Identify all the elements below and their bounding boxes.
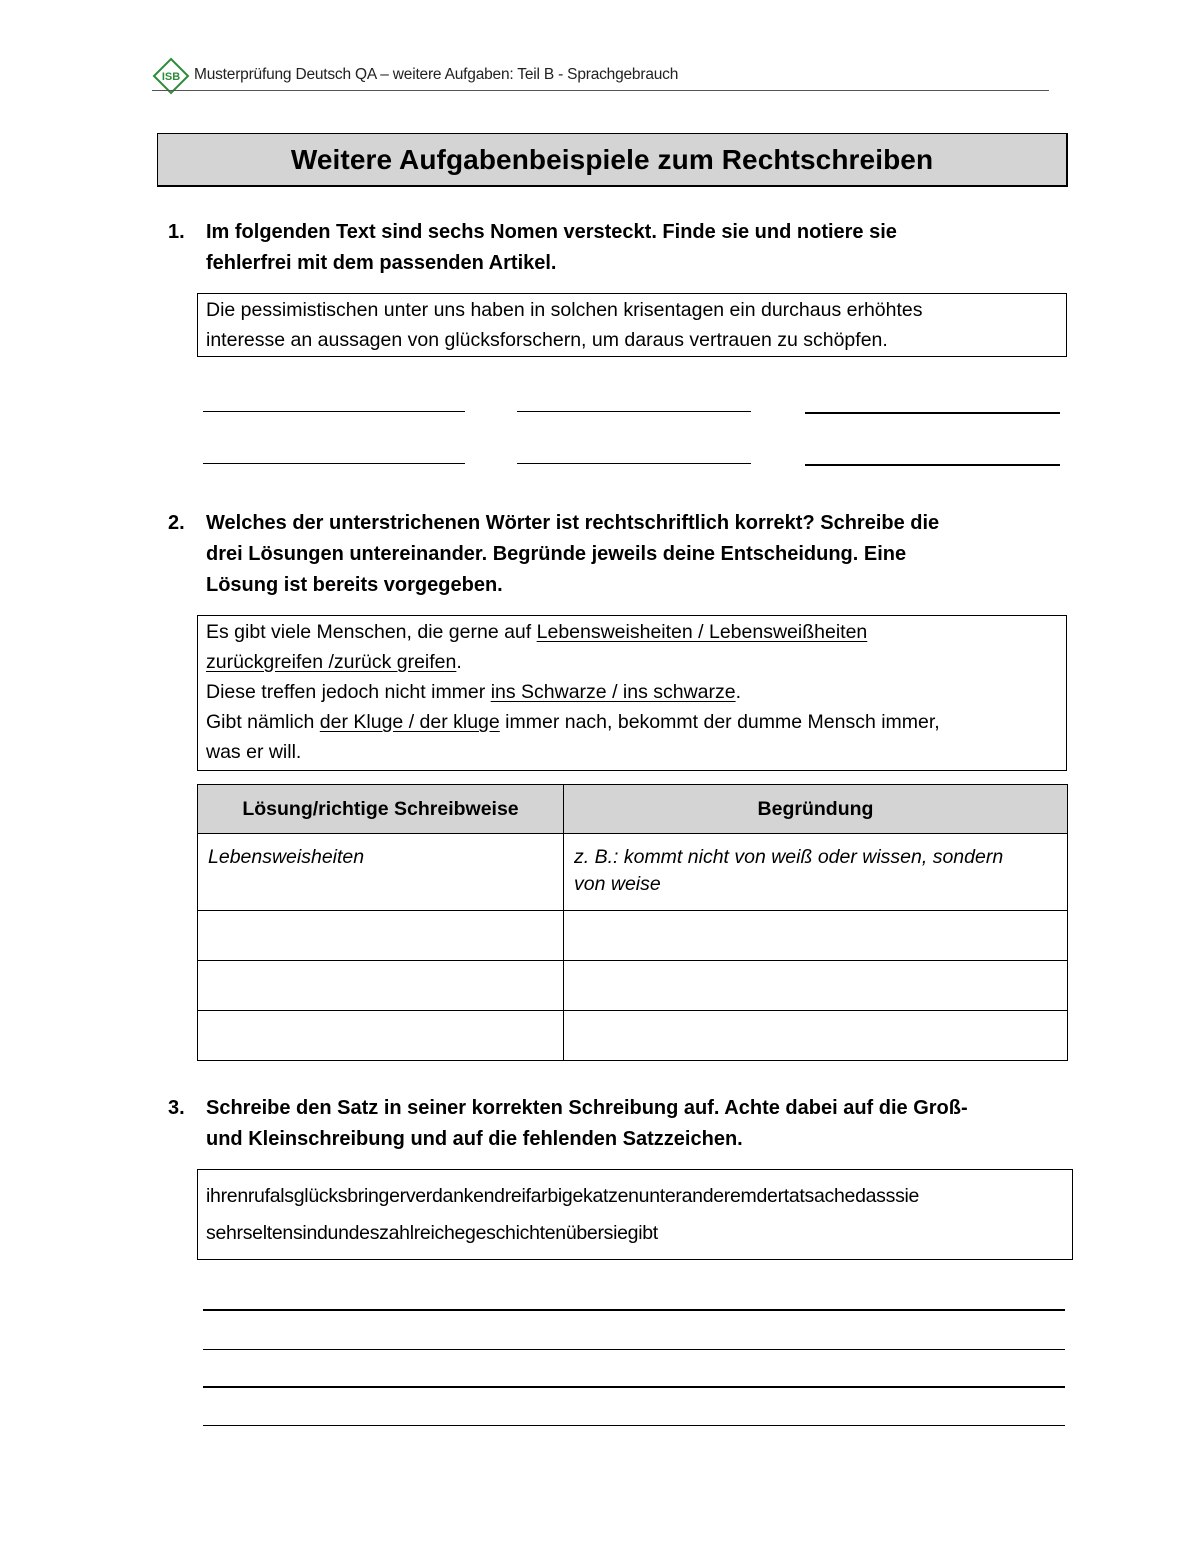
task-3-text-line-1: ihrenrufalsglücksbringerverdankendreifarbigekatzenunteranderemdertatsachedasssie (206, 1185, 920, 1207)
sentence-1-end: . (456, 651, 462, 673)
task-3-line-1: Schreibe den Satz in seiner korrekten Schreibung auf. Achte dabei auf die Groß- (206, 1097, 968, 1119)
reason-input-cell[interactable] (564, 961, 1068, 1011)
page-title: Weitere Aufgabenbeispiele zum Rechtschreiben (157, 133, 1068, 187)
sentence-3-text: immer nach, bekommt der dumme Mensch immer, (499, 711, 940, 733)
answer-line[interactable] (203, 411, 465, 412)
task-1-text-line-1: Die pessimistischen unter uns haben in solchen krisentagen ein durchaus erhöhtes (206, 299, 923, 321)
task-3-instruction (206, 1093, 1066, 1155)
underlined-option: Lebensweisheiten / Lebensweißheiten (536, 621, 868, 643)
sentence-3-text: Gibt nämlich (206, 711, 320, 733)
task-2-text-line-5: was er will. (206, 741, 302, 763)
header-divider (152, 90, 1049, 91)
task-3-number: 3. (168, 1097, 185, 1119)
solution-input-cell[interactable] (198, 911, 564, 961)
answer-line[interactable] (517, 411, 751, 412)
table-row (198, 961, 1068, 1011)
task-2-text-line-3 (206, 677, 1058, 707)
task-1-text-line-2: interesse an aussagen von glücksforschern, um daraus vertrauen zu schöpfen. (206, 329, 888, 351)
example-reason-line-2: von weise (574, 873, 661, 895)
task-3-line-2: und Kleinschreibung und auf die fehlenden Satzzeichen. (206, 1128, 743, 1150)
sentence-1-text: Es gibt viele Menschen, die gerne auf (206, 621, 537, 643)
reason-input-cell[interactable] (564, 1011, 1068, 1061)
underlined-option: ins Schwarze / ins schwarze (490, 681, 736, 703)
header-title: Musterprüfung Deutsch QA – weitere Aufgaben: Teil B - Sprachgebrauch (194, 66, 679, 83)
answer-line[interactable] (203, 1309, 1065, 1311)
answer-line[interactable] (203, 1425, 1065, 1426)
solution-input-cell[interactable] (198, 1011, 564, 1061)
example-solution-cell: Lebensweisheiten (198, 834, 564, 911)
task-2-text-line-4 (206, 707, 1058, 737)
task-3-text-box (197, 1169, 1073, 1260)
task-3-text-line-2: sehrseltensindundeszahlreichegeschichtenübersiegibt (206, 1222, 658, 1244)
task-2-number: 2. (168, 512, 185, 534)
answer-line[interactable] (203, 463, 465, 464)
table-row (198, 834, 1068, 911)
task-2-line-1: Welches der unterstrichenen Wörter ist rechtschriftlich korrekt? Schreibe die (206, 512, 940, 534)
task-2-instruction (206, 508, 1066, 601)
answer-line[interactable] (203, 1349, 1065, 1350)
task-2-text-line-1 (206, 617, 1058, 647)
task-2-line-2: drei Lösungen untereinander. Begründe jeweils deine Entscheidung. Eine (206, 543, 907, 565)
table-row (198, 1011, 1068, 1061)
underlined-option: zurückgreifen /zurück greifen (206, 651, 457, 673)
underlined-option: der Kluge / der kluge (319, 711, 500, 733)
example-reason-cell (564, 834, 1068, 911)
task-1-line-1: Im folgenden Text sind sechs Nomen versteckt. Finde sie und notiere sie (206, 221, 897, 243)
task-1-number: 1. (168, 221, 185, 243)
reason-input-cell[interactable] (564, 911, 1068, 961)
column-header-reason: Begründung (564, 785, 1068, 834)
solution-table (197, 784, 1068, 1061)
answer-line[interactable] (805, 464, 1060, 466)
task-2-text-box (197, 615, 1067, 771)
task-2-text-line-2 (206, 647, 1058, 677)
task-2-line-3: Lösung ist bereits vorgegeben. (206, 574, 503, 596)
answer-line[interactable] (805, 412, 1060, 414)
task-1-instruction (206, 217, 1066, 279)
answer-line[interactable] (203, 1386, 1065, 1388)
solution-input-cell[interactable] (198, 961, 564, 1011)
task-1-line-2: fehlerfrei mit dem passenden Artikel. (206, 252, 557, 274)
sentence-2-text: Diese treffen jedoch nicht immer (206, 681, 491, 703)
task-1-text-box (197, 293, 1067, 357)
column-header-solution: Lösung/richtige Schreibweise (198, 785, 564, 834)
table-row (198, 911, 1068, 961)
example-reason-line-1: z. B.: kommt nicht von weiß oder wissen, sondern (574, 846, 1004, 868)
sentence-2-end: . (735, 681, 742, 703)
answer-line[interactable] (517, 463, 751, 464)
logo-text: ISB (161, 71, 181, 83)
